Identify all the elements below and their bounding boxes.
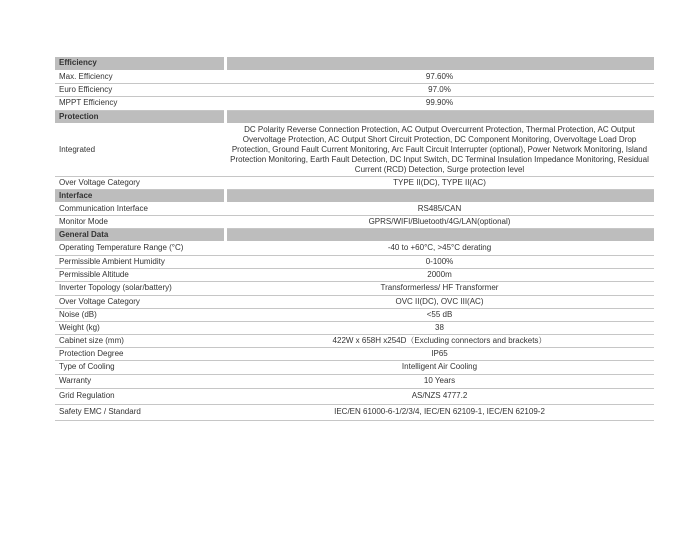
section-title: General Data — [55, 228, 225, 241]
row-value: <55 dB — [225, 308, 654, 321]
row-label: Inverter Topology (solar/battery) — [55, 281, 225, 295]
section-header-fill — [225, 228, 654, 241]
table-row — [55, 347, 654, 360]
table-row — [55, 404, 654, 420]
table-row — [55, 70, 654, 83]
row-label: Grid Regulation — [55, 388, 225, 404]
row-value: 422W x 658H x254D（Excluding connectors and brackets） — [225, 334, 654, 347]
section-title: Efficiency — [55, 57, 225, 70]
row-value: 97.0% — [225, 83, 654, 96]
row-value: Intelligent Air Cooling — [225, 360, 654, 374]
row-label: Cabinet size (mm) — [55, 334, 225, 347]
row-label: Protection Degree — [55, 347, 225, 360]
row-value: Transformerless/ HF Transformer — [225, 281, 654, 295]
row-label: Permissible Altitude — [55, 268, 225, 281]
table-row — [55, 255, 654, 268]
section-header-protection — [55, 110, 654, 123]
table-row — [55, 241, 654, 255]
table-row — [55, 176, 654, 189]
table-row — [55, 83, 654, 96]
row-value: 99.90% — [225, 96, 654, 110]
row-value: GPRS/WIFI/Bluetooth/4G/LAN(optional) — [225, 215, 654, 228]
row-label: Safety EMC / Standard — [55, 404, 225, 420]
row-value: 97.60% — [225, 70, 654, 83]
table-row — [55, 295, 654, 308]
row-value: 2000m — [225, 268, 654, 281]
row-label: Weight (kg) — [55, 321, 225, 334]
section-header-fill — [225, 110, 654, 123]
row-value: 10 Years — [225, 374, 654, 388]
row-value: IEC/EN 61000-6-1/2/3/4, IEC/EN 62109-1, IEC/EN 62109-2 — [225, 404, 654, 420]
row-value: 38 — [225, 321, 654, 334]
section-header-fill — [225, 189, 654, 202]
row-label: Over Voltage Category — [55, 176, 225, 189]
row-label: Type of Cooling — [55, 360, 225, 374]
row-label: Integrated — [55, 123, 225, 176]
row-value: AS/NZS 4777.2 — [225, 388, 654, 404]
row-value: IP65 — [225, 347, 654, 360]
section-header-fill — [225, 57, 654, 70]
table-row — [55, 321, 654, 334]
table-row — [55, 388, 654, 404]
table-row — [55, 374, 654, 388]
section-header-general-data — [55, 228, 654, 241]
section-title: Protection — [55, 110, 225, 123]
row-value: -40 to +60°C, >45°C derating — [225, 241, 654, 255]
row-value: 0-100% — [225, 255, 654, 268]
row-value: DC Polarity Reverse Connection Protection, AC Output Overcurrent Protection, Thermal Protection, AC Output Overvoltage Protection, AC Output Short Circuit Protection, DC Component Monitoring, Overvoltage Load Drop Protection, Ground Fault Current Monitoring, Arc Fault Circuit Interrupter (optional), Power Network Monitoring, Island Protection Monitoring, Earth Fault Detection, DC Input Switch, DC Terminal Insulation Impedance Monitoring, Residual Current (RCD) Detection, Surge protection level — [225, 123, 654, 176]
table-row — [55, 281, 654, 295]
section-title: Interface — [55, 189, 225, 202]
row-label: Over Voltage Category — [55, 295, 225, 308]
table-row — [55, 123, 654, 176]
row-value: RS485/CAN — [225, 202, 654, 215]
table-row — [55, 268, 654, 281]
table-row — [55, 215, 654, 228]
row-label: Communication Interface — [55, 202, 225, 215]
row-label: Noise (dB) — [55, 308, 225, 321]
table-row — [55, 334, 654, 347]
row-label: Monitor Mode — [55, 215, 225, 228]
table-row — [55, 202, 654, 215]
row-label: Max. Efficiency — [55, 70, 225, 83]
row-value: TYPE II(DC), TYPE II(AC) — [225, 176, 654, 189]
row-label: MPPT Efficiency — [55, 96, 225, 110]
table-row — [55, 96, 654, 110]
row-label: Euro Efficiency — [55, 83, 225, 96]
row-value: OVC II(DC), OVC III(AC) — [225, 295, 654, 308]
section-header-efficiency — [55, 57, 654, 70]
row-label: Warranty — [55, 374, 225, 388]
row-label: Permissible Ambient Humidity — [55, 255, 225, 268]
table-row — [55, 308, 654, 321]
spec-table — [55, 57, 654, 421]
row-label: Operating Temperature Range (°C) — [55, 241, 225, 255]
section-header-interface — [55, 189, 654, 202]
table-row — [55, 360, 654, 374]
